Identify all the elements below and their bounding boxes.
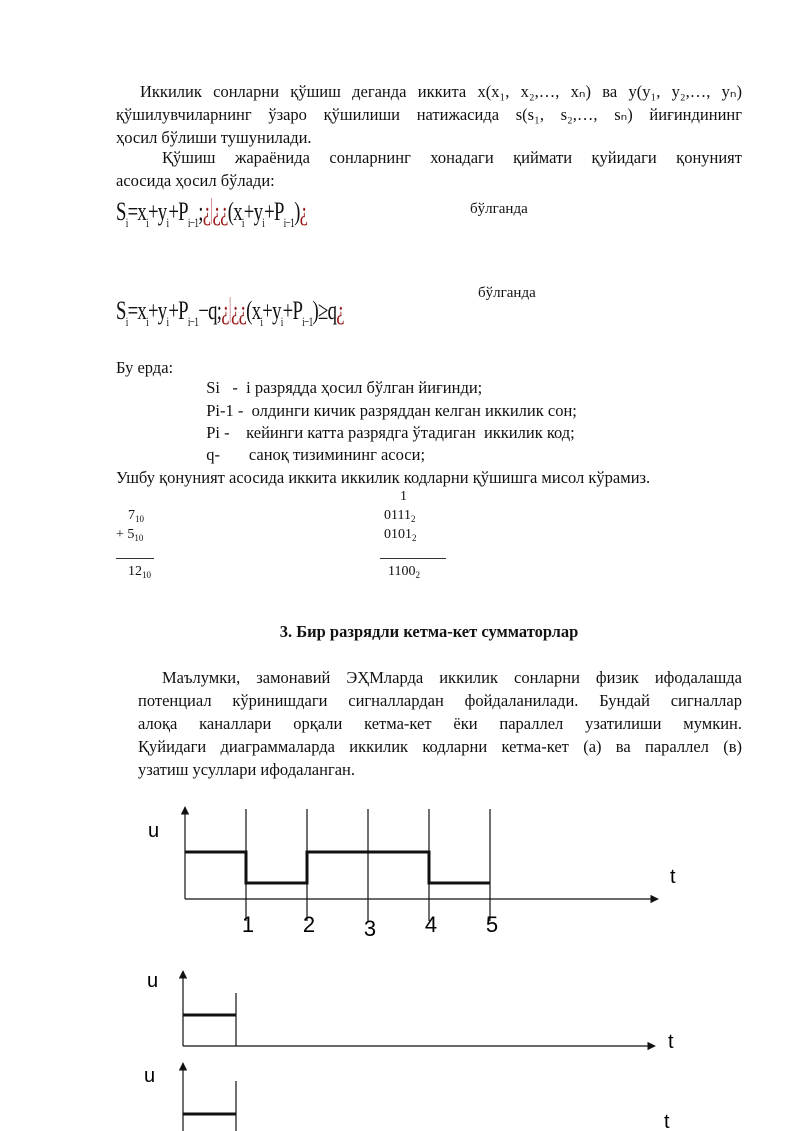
dec-b-value: + 5 (116, 527, 135, 542)
parallel-channel-1 (147, 970, 674, 1053)
definition-text: саноқ тизимининг асоси; (248, 445, 426, 464)
parallel-channel-2 (144, 1063, 670, 1131)
parallel-1-x-label: t (668, 1031, 674, 1053)
definition-q (198, 425, 425, 465)
dec-operand-a (128, 508, 144, 524)
intro-line-1: Иккилик сонларни қўшиш деганда иккита x(x₁, x₂,…, xₙ) ва y(y₁, y₂,…, yₙ) (140, 82, 742, 101)
definition-symbol: Pi - (206, 423, 230, 442)
bin-b-value: 0101 (384, 527, 412, 542)
definition-symbol: q- (206, 445, 220, 464)
section-paragraph (138, 666, 742, 781)
section-heading: 3. Бир разрядли кетма-кет сумматорлар (279, 622, 579, 641)
dec-b-base: 10 (134, 533, 144, 543)
intro2-line-1: Қўшиш жараёнида сонларнинг хонадаги қиймати қуйидаги қонуният (162, 148, 742, 167)
slot-label: 5 (485, 912, 499, 937)
formula-2: $S_i=x_i+y_i+P_{i-1}-q;¿¿¿(x_i+y_i+P_{i-1})\ge q¿$ (116, 296, 344, 329)
serial-waveform (185, 852, 490, 883)
dec-sum (128, 564, 151, 580)
definition-text: олдинги кичик разряддан келган иккилик сон; (251, 401, 577, 420)
definition-symbol: Pi-1 - (206, 401, 244, 420)
slot-label: 2 (302, 912, 316, 937)
intro-paragraph-2 (116, 146, 742, 192)
intro-line-2: қўшилувчиларнинг ўзаро қўшилиши натижасида s(s₁, s₂,…, sₙ) йиғиндининг (116, 105, 742, 124)
bin-sum-value: 1100 (388, 564, 416, 579)
parallel-2-y-label: u (144, 1065, 156, 1087)
slot-label: 3 (363, 916, 377, 941)
definitions-lead: Бу ерда: (116, 358, 174, 377)
definition-text: і разрядда ҳосил бўлган йиғинди; (246, 378, 483, 397)
bin-operand-a (384, 508, 415, 524)
section-line-3: алоқа каналлари орқали кетма-кет ёки параллел узатилиши мумкин. (138, 714, 742, 733)
example-intro: Ушбу қонуният асосида иккита иккилик кодларни қўшишга мисол кўрамиз. (116, 468, 651, 487)
intro-paragraph-1 (116, 80, 742, 149)
bin-carry: 1 (400, 489, 407, 504)
bin-sum-base: 2 (415, 570, 420, 580)
formula-1-note: бўлганда (470, 201, 528, 217)
serial-x-label: t (670, 866, 676, 888)
slot-labels (242, 912, 498, 941)
section-line-4: Қуйидаги диаграммаларда иккилик кодларни кетма-кет (а) ва параллел (в) (138, 737, 742, 756)
dec-sum-value: 12 (128, 564, 142, 579)
bin-operand-b (384, 527, 417, 543)
bin-a-base: 2 (410, 514, 416, 524)
bin-sum (388, 564, 420, 580)
bin-b-base: 2 (412, 533, 417, 543)
bin-sum-rule (380, 558, 446, 559)
section-line-1: Маълумки, замонавий ЭҲМларда иккилик сонларни физик ифодалашда (162, 668, 742, 687)
intro-line-3: ҳосил бўлиши тушунилади. (116, 128, 312, 147)
signal-diagrams (0, 771, 800, 1131)
definition-text: кейинги катта разрядга ўтадиган иккилик код; (246, 423, 575, 442)
dec-a-value: 7 (128, 508, 135, 523)
formula-2-note: бўлганда (478, 285, 536, 301)
definition-symbol: Si - (206, 378, 238, 397)
intro2-line-2: асосида ҳосил бўлади: (116, 171, 275, 190)
slot-dividers (246, 809, 490, 921)
dec-operand-b (116, 527, 143, 543)
slot-label: 4 (424, 912, 438, 937)
parallel-1-y-label: u (147, 970, 159, 992)
formula-1: $S_i=x_i+y_i+P_{i-1};¿¿¿(x_i+y_i+P_{i-1})¿$ (116, 197, 308, 230)
dec-sum-base: 10 (142, 570, 151, 580)
bin-a-value: 0111 (384, 508, 411, 523)
parallel-2-x-label: t (664, 1111, 670, 1131)
dec-a-base: 10 (135, 514, 144, 524)
serial-diagram (148, 807, 676, 941)
section-line-5: узатиш усуллари ифодаланган. (138, 760, 356, 779)
serial-y-label: u (148, 820, 160, 842)
section-line-2: потенциал кўринишдаги сигналлардан фойдаланилади. Бундай сигналлар (138, 691, 742, 710)
dec-sum-rule (116, 558, 154, 559)
slot-label: 1 (241, 912, 255, 937)
